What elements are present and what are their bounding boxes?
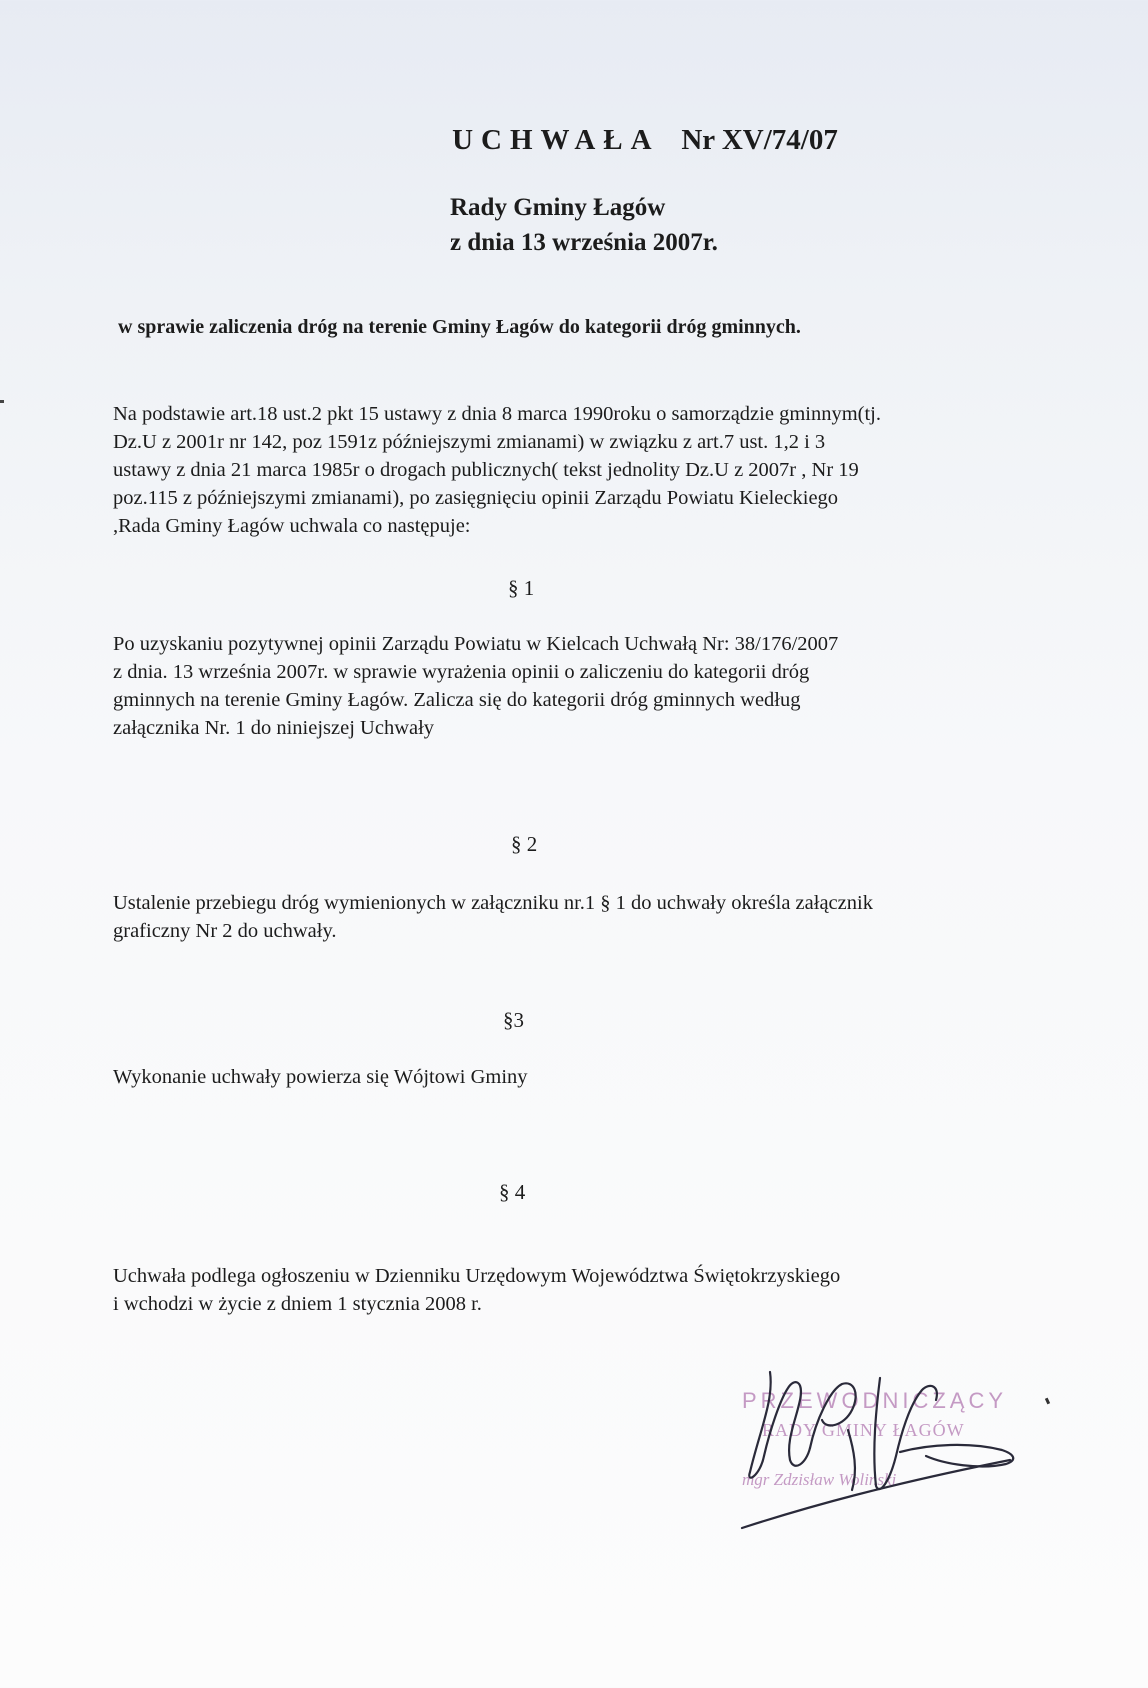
scan-edge-mark xyxy=(1045,1398,1050,1405)
section-2-heading: § 2 xyxy=(511,832,538,856)
stamp-title: PRZEWODNICZĄCY xyxy=(742,1388,1007,1413)
resolution-title xyxy=(0,124,1148,157)
issue-date: z dnia 13 września 2007r. xyxy=(450,229,718,256)
resolution-number: Nr XV/74/07 xyxy=(681,124,838,156)
section-2-text xyxy=(113,889,873,945)
section-2-line: Ustalenie przebiegu dróg wymienionych w załączniku nr.1 § 1 do uchwały określa załącznik xyxy=(113,892,873,914)
section-1-line: załącznika Nr. 1 do niniejszej Uchwały xyxy=(113,717,435,739)
preamble-line: poz.115 z późniejszymi zmianami), po zasięgnięciu opinii Zarządu Powiatu Kieleckiego xyxy=(113,487,839,509)
section-1-line: gminnych na terenie Gminy Łagów. Zalicza się do kategorii dróg gminnych według xyxy=(113,689,801,711)
stamp-council: RADY GMINY ŁAGÓW xyxy=(762,1420,965,1440)
preamble-line: Na podstawie art.18 ust.2 pkt 15 ustawy z dnia 8 marca 1990roku o samorządzie gminnym(tj. xyxy=(113,403,881,425)
preamble-line: ,Rada Gminy Łagów uchwala co następuje: xyxy=(113,515,471,537)
section-2-line: graficzny Nr 2 do uchwały. xyxy=(113,920,337,942)
section-3-line: Wykonanie uchwały powierza się Wójtowi Gminy xyxy=(113,1066,528,1088)
section-4-line: i wchodzi w życie z dniem 1 stycznia 2008 r. xyxy=(113,1293,482,1315)
section-3-text xyxy=(113,1063,528,1091)
stamp-name: mgr Zdzisław Wolinski xyxy=(742,1470,897,1489)
section-4-line: Uchwała podlega ogłoszeniu w Dzienniku Urzędowym Województwa Świętokrzyskiego xyxy=(113,1265,841,1287)
section-4-heading: § 4 xyxy=(499,1180,526,1204)
section-1-line: Po uzyskaniu pozytywnej opinii Zarządu Powiatu w Kielcach Uchwałą Nr: 38/176/2007 xyxy=(113,633,839,655)
resolution-subject: w sprawie zaliczenia dróg na terenie Gminy Łagów do kategorii dróg gminnych. xyxy=(118,316,801,338)
issuer-name: Rady Gminy Łagów xyxy=(450,194,666,221)
preamble-paragraph xyxy=(113,400,881,540)
handwritten-signature xyxy=(730,1360,1030,1540)
preamble-line: Dz.U z 2001r nr 142, poz 1591z późniejszymi zmianami) w związku z art.7 ust. 1,2 i 3 xyxy=(113,431,826,453)
section-1-heading: § 1 xyxy=(508,576,535,600)
issuer-block xyxy=(450,190,718,260)
section-3-heading: §3 xyxy=(503,1008,524,1032)
section-1-text xyxy=(113,630,838,742)
section-1-line: z dnia. 13 września 2007r. w sprawie wyrażenia opinii o zaliczeniu do kategorii dróg xyxy=(113,661,810,683)
preamble-line: ustawy z dnia 21 marca 1985r o drogach publicznych( tekst jednolity Dz.U z 2007r , Nr 19 xyxy=(113,459,859,481)
section-4-text xyxy=(113,1262,840,1318)
title-word: UCHWAŁA xyxy=(452,124,660,156)
scan-edge-mark xyxy=(0,400,4,403)
